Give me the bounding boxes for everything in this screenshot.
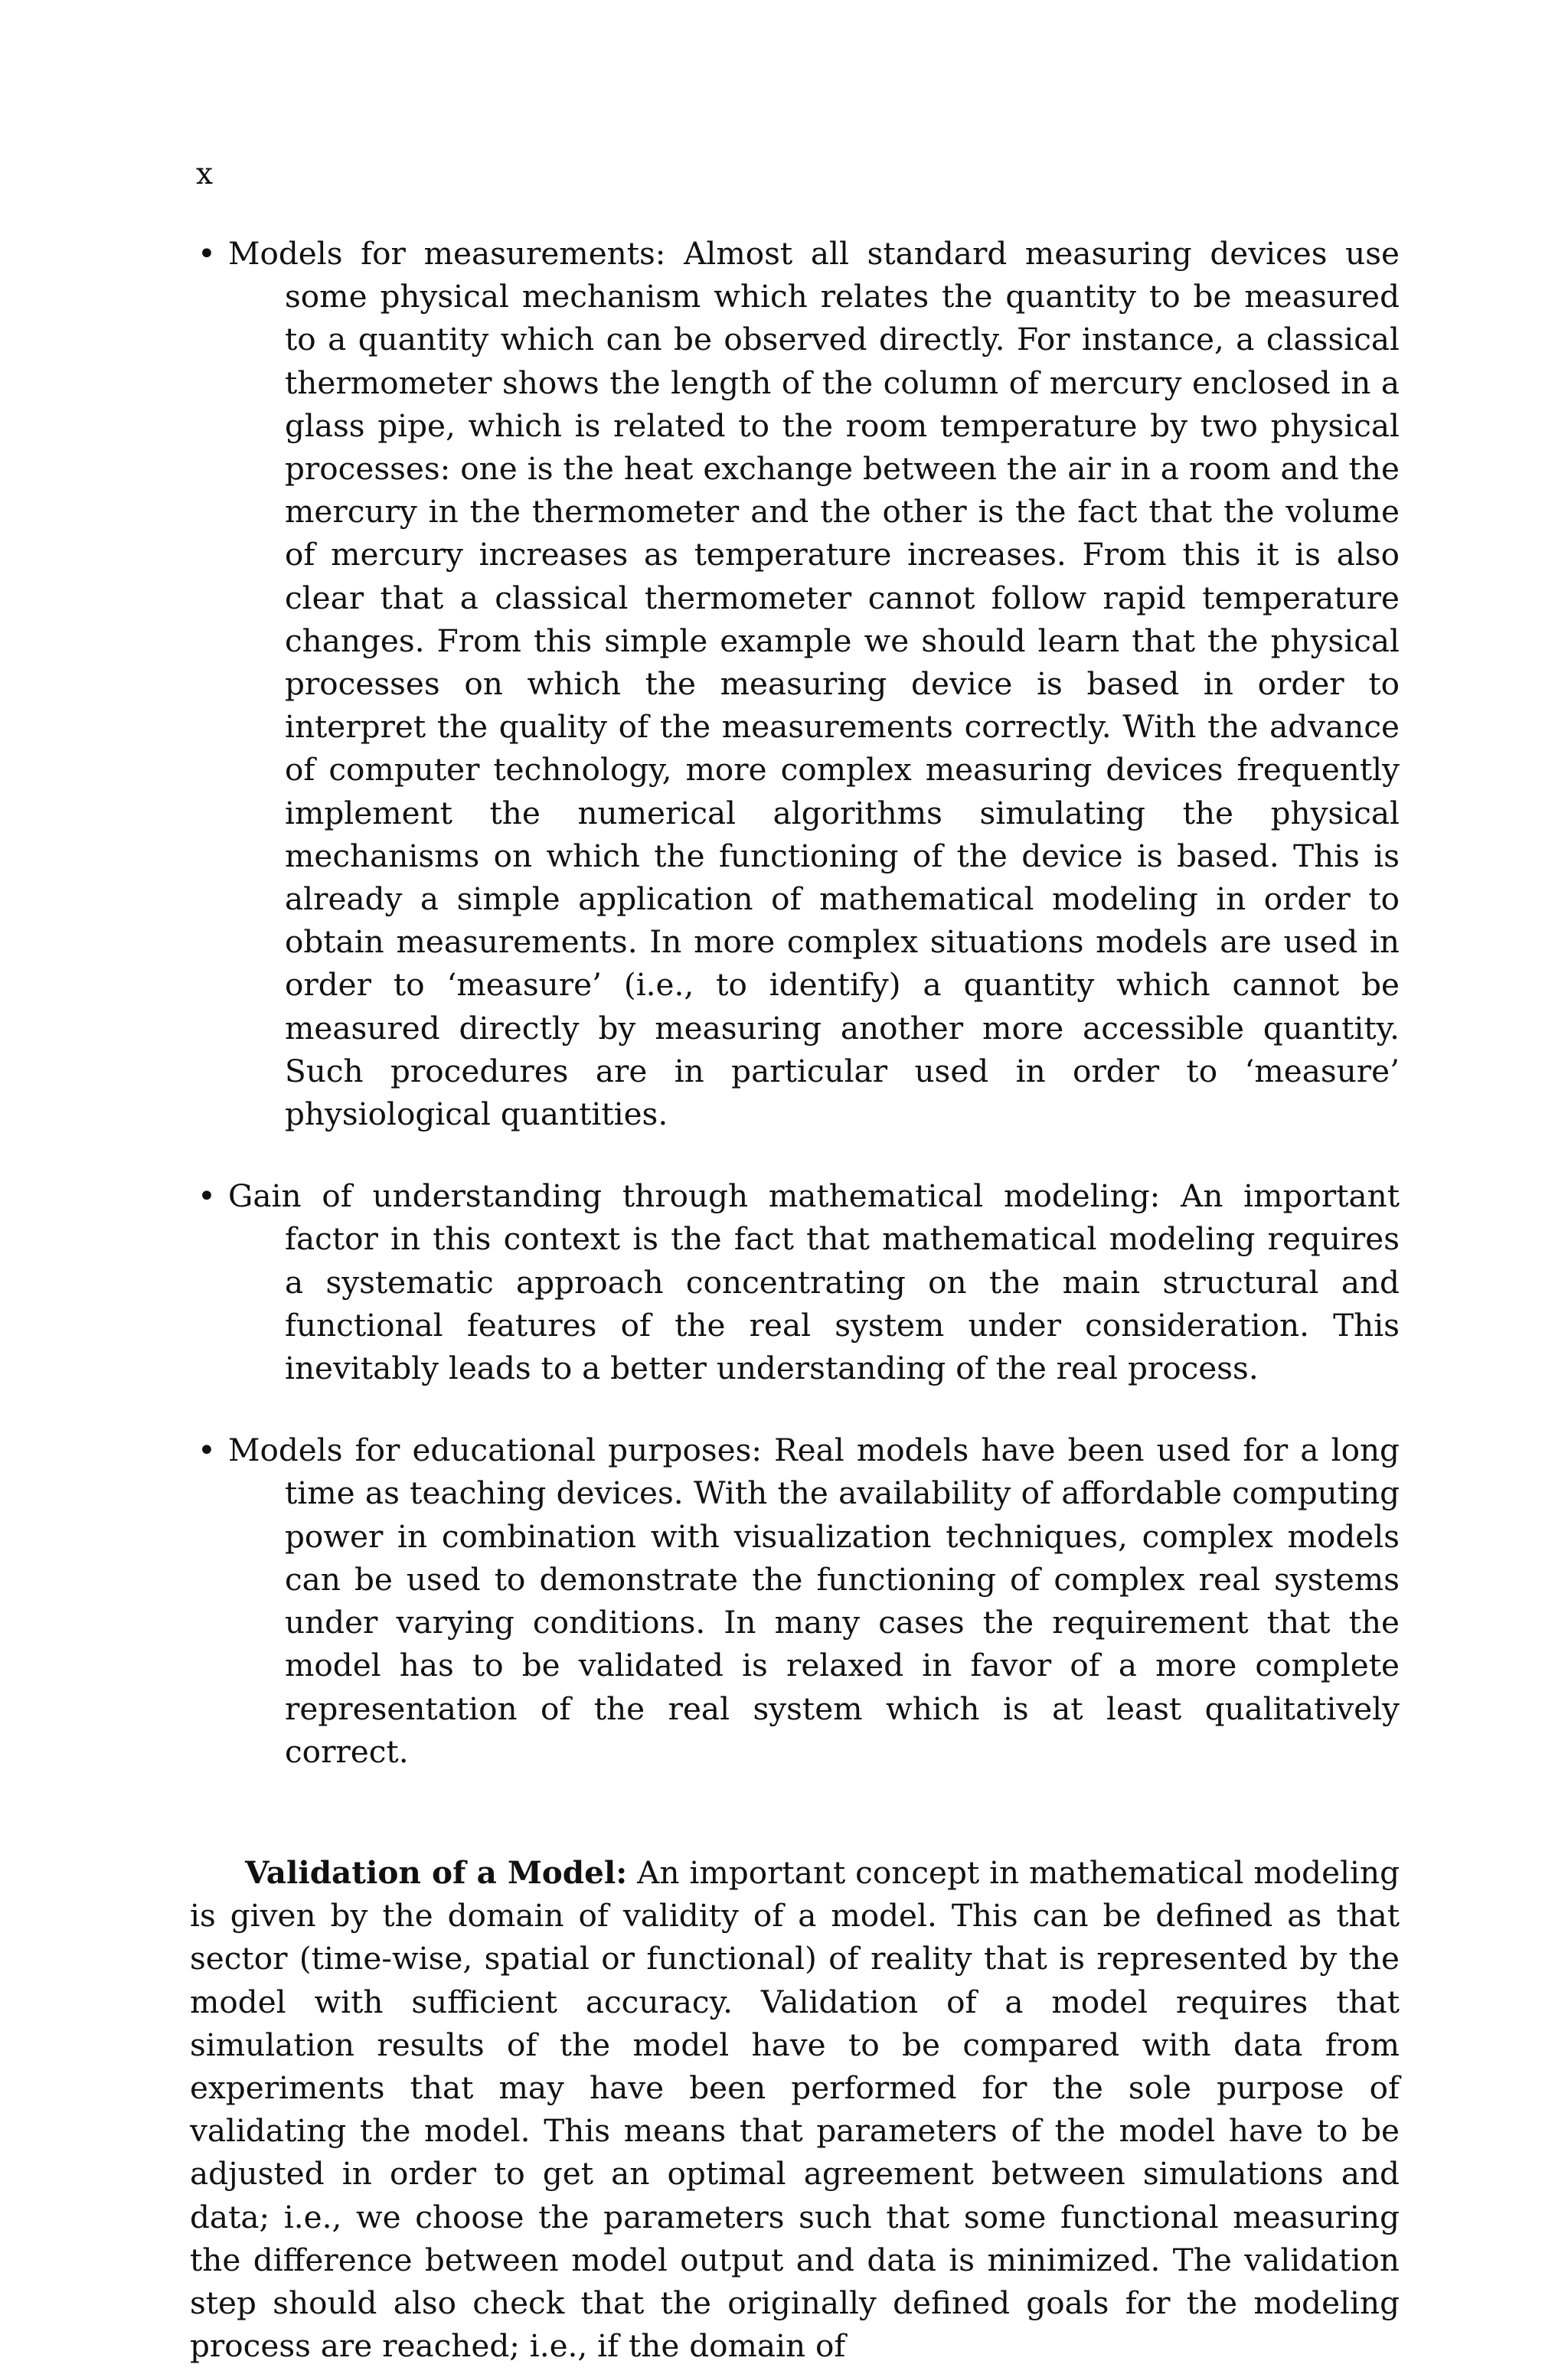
bullet-text-understanding: Gain of understanding through mathematical modeling: An important factor in this context is the fact that mathematical modeling requires a systematic approach concentrating on the main structural and functional features of the real system under consideration. This inevitably leads to a better understanding of the real process. [228,1177,1400,1387]
validation-paragraph [190,1851,1400,2367]
bullet-text-educational: Models for educational purposes: Real models have been used for a long time as teaching devices. With the availability of affordable computing power in combination with visualization techniques, complex models can be used to demonstrate the functioning of complex real systems under varying conditions. In many cases the requirement that the model has to be validated is relaxed in favor of a more complete representation of the real system which is at least qualitatively correct. [228,1432,1400,1770]
validation-heading: Validation of a Model: [245,1854,628,1891]
bullet-marker: • [198,1177,216,1215]
bullet-marker: • [198,1432,216,1469]
bullet-text-measurements: Models for measurements: Almost all standard measuring devices use some physical mechanism which relates the quantity to be measured to a quantity which can be observed directly. For instance, a classical thermometer shows the length of the column of mercury enclosed in a glass pipe, which is related to the room temperature by two physical processes: one is the heat exchange between the air in a room and the mercury in the thermometer and the other is the fact that the volume of mercury increases as temperature increases. From this it is also clear that a classical thermometer cannot follow rapid temperature changes. From this simple example we should learn that the physical processes on which the measuring device is based in order to interpret the quality of the measurements correctly. With the advance of computer technology, more complex measuring devices frequently implement the numerical algorithms simulating the physical mechanisms on which the functioning of the device is based. This is already a simple application of mathematical modeling in order to obtain measurements. In more complex situations models are used in order to ‘measure’ (i.e., to identify) a quantity which cannot be measured directly by measuring another more accessible quantity. Such procedures are in particular used in order to ‘measure’ physiological quantities. [228,235,1400,1133]
bullet-item-measurements [190,232,1400,1135]
bullet-marker: • [198,235,216,272]
page-number: x [196,157,213,191]
bullet-list [190,232,1400,1812]
validation-text: An important concept in mathematical modeling is given by the domain of validity of a model. This can be defined as that sector (time-wise, spatial or functional) of reality that is represented by the model with sufficient accuracy. Validation of a model requires that simulation results of the model have to be compared with data from experiments that may have been performed for the sole purpose of validating the model. This means that parameters of the model have to be adjusted in order to get an optimal agreement between simulations and data; i.e., we choose the parameters such that some functional measuring the difference between model output and data is minimized. The validation step should also check that the originally defined goals for the modeling process are reached; i.e., if the domain of [190,1854,1400,2365]
bullet-item-educational [190,1429,1400,1773]
bullet-item-understanding [190,1174,1400,1389]
